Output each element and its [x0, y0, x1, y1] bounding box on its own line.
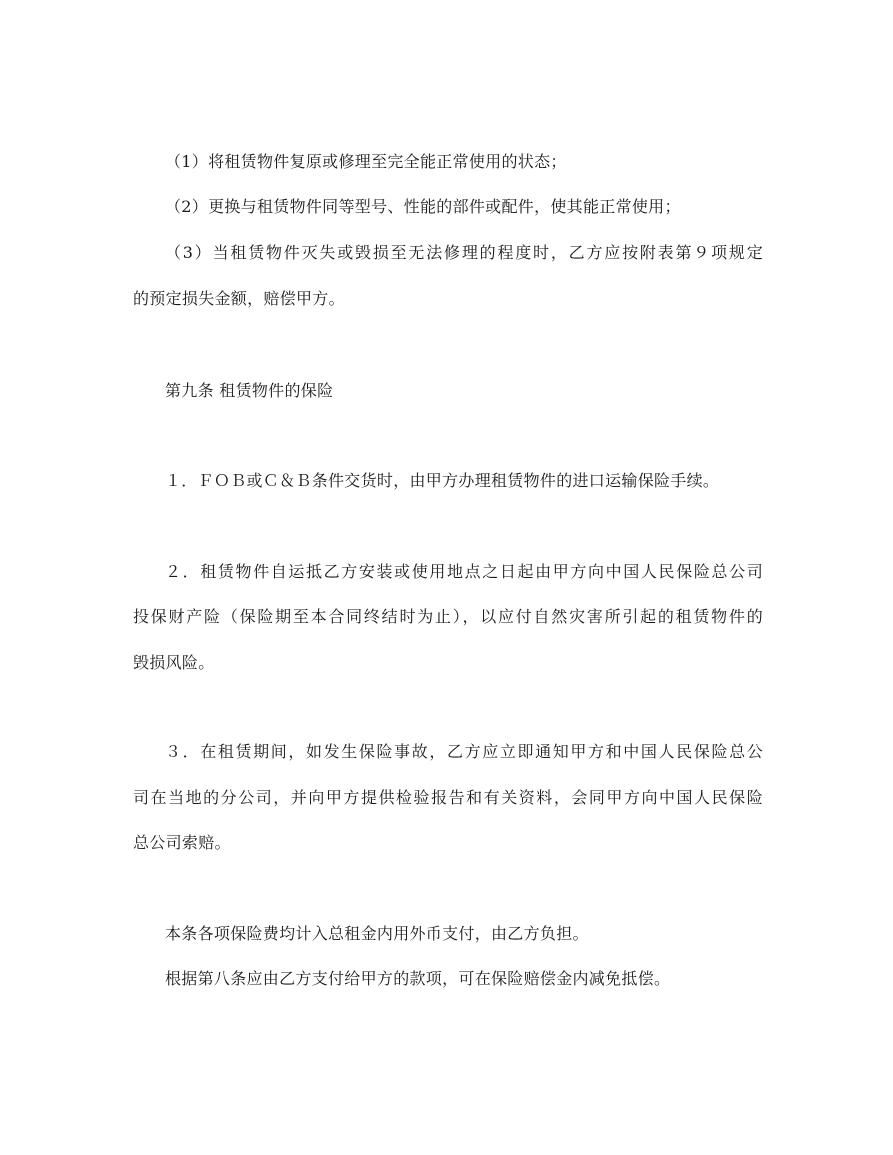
closing-paragraph-1: 本条各项保险费均计入总租金内用外币支付，由乙方负担。 — [165, 924, 589, 943]
clause9-item-3-line3: 总公司索赔。 — [133, 833, 231, 852]
clause8-item-3-line2: 的预定损失金额，赔偿甲方。 — [133, 289, 345, 308]
clause9-title: 第九条 租赁物件的保险 — [165, 381, 334, 400]
clause9-item-2-line2: 投保财产险（保险期至本合同终结时为止），以应付自然灾害所引起的租赁物件的 — [133, 607, 763, 626]
clause8-item-3-line1: （3）当租赁物件灭失或毁损至无法修理的程度时，乙方应按附表第９项规定 — [165, 243, 763, 262]
clause9-item-2-line1: ２．租赁物件自运抵乙方安装或使用地点之日起由甲方向中国人民保险总公司 — [165, 562, 763, 581]
clause9-item-2-line3: 毁损风险。 — [133, 653, 215, 672]
clause9-item-3-line2: 司在当地的分公司，并向甲方提供检验报告和有关资料，会同甲方向中国人民保险 — [133, 788, 763, 807]
clause9-item-1: １．ＦＯＢ或Ｃ＆Ｂ条件交货时，由甲方办理租赁物件的进口运输保险手续。 — [165, 471, 720, 490]
clause8-item-1: （1）将租赁物件复原或修理至完全能正常使用的状态； — [165, 152, 567, 171]
clause8-item-2: （2）更换与租赁物件同等型号、性能的部件或配件，使其能正常使用； — [165, 197, 681, 216]
clause9-item-3-line1: ３．在租赁期间，如发生保险事故，乙方应立即通知甲方和中国人民保险总公 — [165, 742, 763, 761]
closing-paragraph-2: 根据第八条应由乙方支付给甲方的款项，可在保险赔偿金内减免抵偿。 — [165, 969, 671, 988]
